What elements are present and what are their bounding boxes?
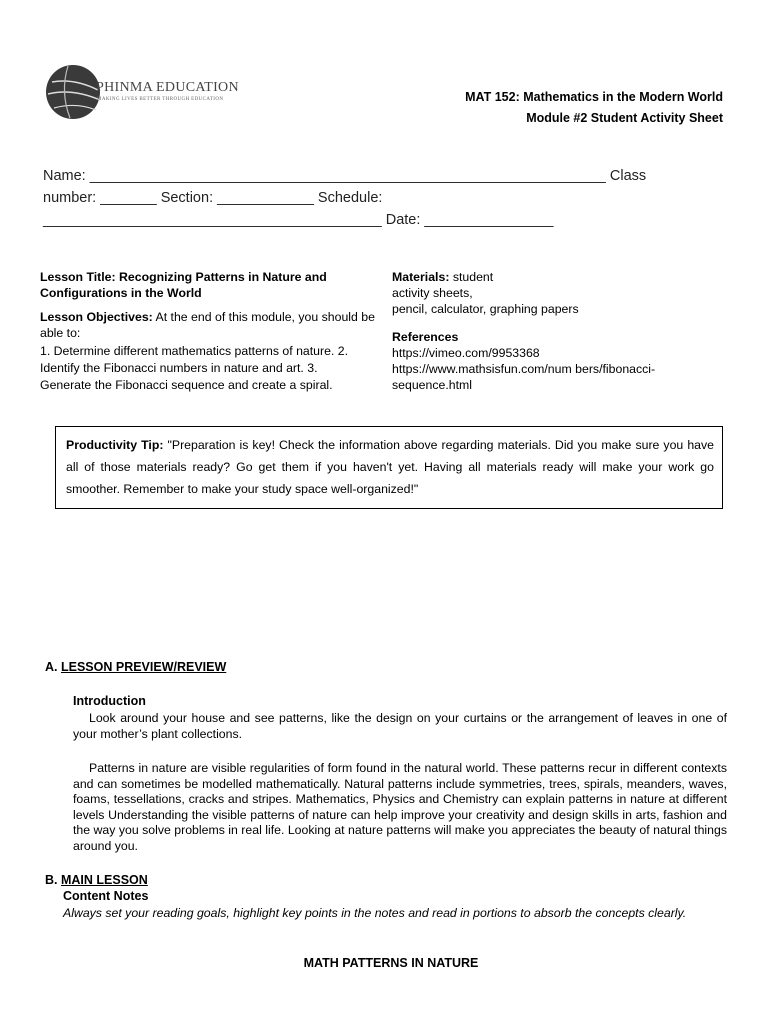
- materials-text-1: student: [452, 270, 494, 284]
- intro-paragraph-2: Patterns in nature are visible regularities of form found in the natural world. These patterns recur in different contexts and can sometimes be modelled mathematically. Natural patterns include symmetries, trees, spirals, meanders, waves, foams, tessellations, cracks and stripes. Mathematics, Physics and Chemistry can explain patterns in nature at different levels Understanding the visible patterns of nature can help improve your creativity and design skills in arts, fashion and the way you solve problems in real life. Looking at nature patterns will make you appreciates the beauty of natural things around you.: [73, 761, 727, 853]
- section-a-title: LESSON PREVIEW/REVIEW: [60, 660, 227, 674]
- course-header: [465, 87, 723, 129]
- section-a-prefix: A.: [45, 660, 58, 674]
- materials-text-2: activity sheets,: [392, 286, 473, 300]
- introduction-heading: Introduction: [73, 694, 146, 708]
- objective-line-2: Identify the Fibonacci numbers in nature and art. 3.: [40, 361, 318, 375]
- number-section-schedule-line[interactable]: number: _______ Section: ____________ Schedule:: [43, 190, 383, 206]
- tip-text: "Preparation is key! Check the information above regarding materials. Did you make sure you have all of those materials ready? Go get them if you haven't yet. Having all materials ready will make your work go smoother. Remember to make your study space well-organized!": [66, 438, 714, 496]
- objectives-intro: At the end of this module, you should be able to:: [40, 310, 375, 340]
- lesson-info: [40, 269, 380, 394]
- section-b-prefix: B.: [45, 873, 58, 887]
- materials-text-3: pencil, calculator, graphing papers: [392, 302, 579, 316]
- section-a-heading: [45, 660, 226, 674]
- tip-label: Productivity Tip:: [66, 438, 164, 452]
- reference-link-2[interactable]: https://www.mathsisfun.com/num bers/fibonacci-: [392, 362, 656, 376]
- materials-references: [392, 269, 732, 393]
- schedule-date-line[interactable]: __________________________________________ Date: ________________: [43, 212, 554, 228]
- materials-line-1: [392, 269, 732, 285]
- content-notes-heading: Content Notes: [63, 889, 149, 903]
- materials-label: Materials:: [392, 270, 450, 284]
- name-class-line[interactable]: Name: ________________________________________________________________ Class: [43, 168, 647, 184]
- math-patterns-title: MATH PATTERNS IN NATURE: [303, 956, 479, 970]
- reading-note: Always set your reading goals, highlight key points in the notes and read in portions to absorb the concepts clearly.: [63, 906, 687, 920]
- logo-text: PHINMA EDUCATION: [96, 80, 239, 95]
- module-title: Module #2 Student Activity Sheet: [526, 111, 723, 125]
- reference-link-2-cont[interactable]: sequence.html: [392, 378, 472, 392]
- student-info-fields: [43, 165, 703, 231]
- section-b-heading: [45, 873, 148, 887]
- objectives-label: Lesson Objectives:: [40, 310, 153, 324]
- productivity-tip-box: [55, 426, 723, 509]
- lesson-objectives: [40, 309, 380, 341]
- logo-tagline: MAKING LIVES BETTER THROUGH EDUCATION: [97, 97, 224, 102]
- references-label: References: [392, 330, 459, 344]
- lesson-title: Lesson Title: Recognizing Patterns in Nature and Configurations in the World: [40, 270, 327, 300]
- intro-paragraph-1: Look around your house and see patterns, like the design on your curtains or the arrangement of leaves in one of your mother’s plant collections.: [73, 711, 727, 741]
- objective-line-3: Generate the Fibonacci sequence and create a spiral.: [40, 378, 333, 392]
- section-b-title: MAIN LESSON: [60, 873, 148, 887]
- objective-line-1: 1. Determine different mathematics patterns of nature. 2.: [40, 344, 349, 358]
- reference-link-1[interactable]: https://vimeo.com/9953368: [392, 346, 540, 360]
- course-title: MAT 152: Mathematics in the Modern World: [465, 90, 723, 104]
